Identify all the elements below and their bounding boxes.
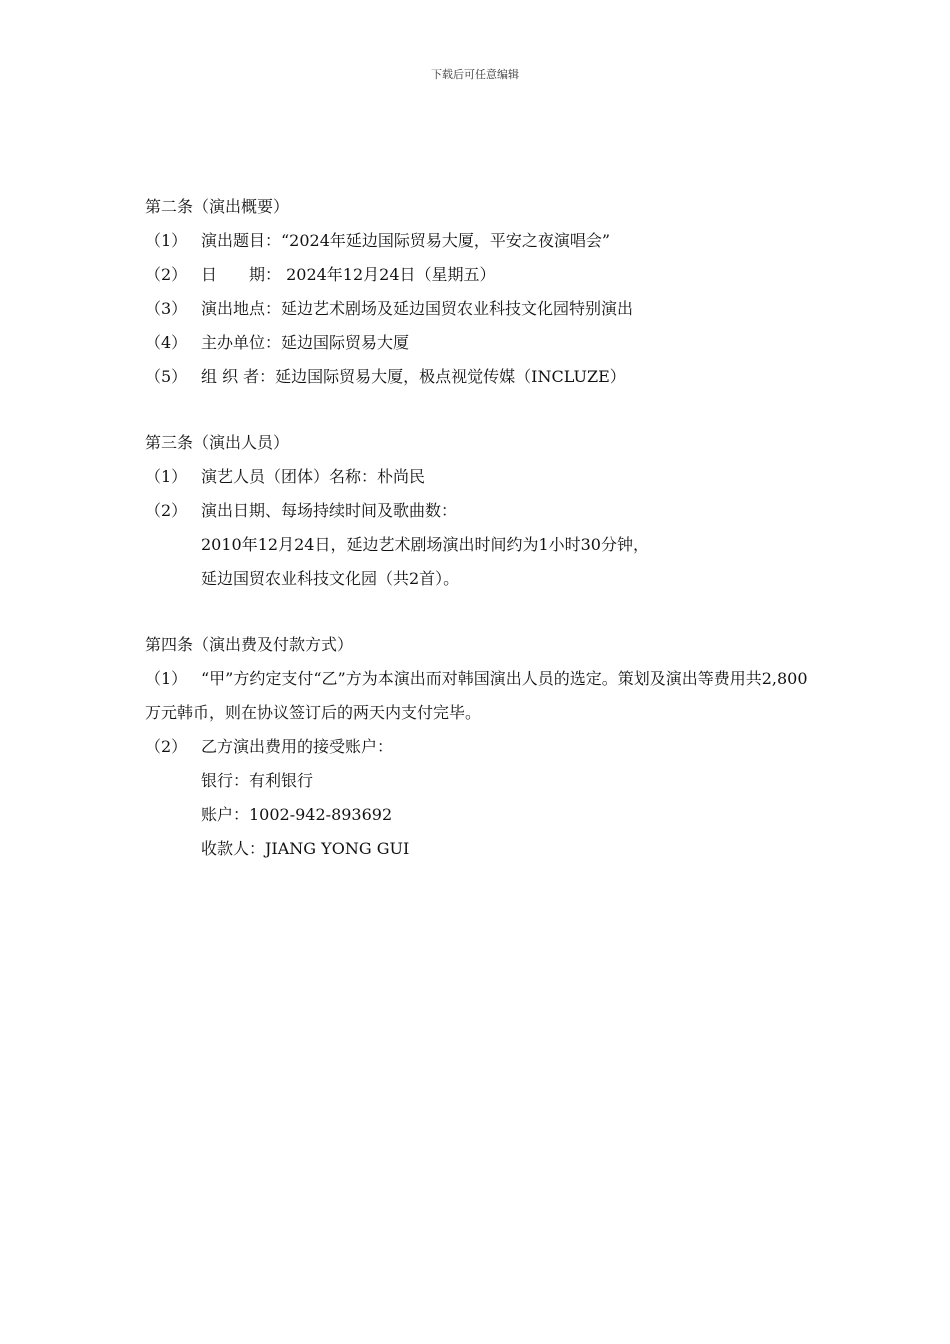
account-payee: 收款人：JIANG YONG GUI (201, 839, 410, 858)
list-item (145, 224, 815, 258)
document-body (145, 190, 815, 898)
item-text: 主办单位：延边国际贸易大厦 (201, 333, 410, 352)
schedule-line: 2010年12月24日，延边艺术剧场演出时间约为1小时30分钟， (201, 535, 649, 554)
section-title: 第四条（演出费及付款方式） (145, 635, 354, 654)
item-number: （2） (145, 501, 188, 520)
list-item (145, 360, 815, 394)
list-item (145, 662, 815, 730)
list-item (145, 326, 815, 360)
list-item (145, 730, 815, 764)
header-note: 下载后可任意编辑 (431, 68, 519, 81)
item-text: 日 期： 2024年12月24日（星期五） (201, 265, 496, 284)
account-bank: 银行：有利银行 (201, 771, 314, 790)
item-text: 演出题目：“2024年延边国际贸易大厦，平安之夜演唱会” (201, 231, 611, 250)
section-performers (145, 426, 815, 596)
item-text: 演艺人员（团体）名称：朴尚民 (201, 467, 426, 486)
item-text: 演出日期、每场持续时间及歌曲数： (201, 501, 458, 520)
item-text: 演出地点：延边艺术剧场及延边国贸农业科技文化园特别演出 (201, 299, 634, 318)
item-text: “甲”方约定支付“乙”方为本演出而对韩国演出人员的选定。策划及演出等费用共2,800万元韩币，则在协议签订后的两天内支付完毕。 (145, 669, 808, 722)
list-item (145, 292, 815, 326)
list-item (145, 258, 815, 292)
item-number: （5） (145, 367, 188, 386)
item-text: 乙方演出费用的接受账户： (201, 737, 394, 756)
item-number: （1） (145, 669, 188, 688)
section-fee-payment (145, 628, 815, 866)
list-item (145, 494, 815, 528)
schedule-line: 延边国贸农业科技文化园（共2首）。 (201, 569, 460, 588)
list-item (145, 460, 815, 494)
section-title: 第二条（演出概要） (145, 197, 290, 216)
item-number: （3） (145, 299, 188, 318)
item-number: （2） (145, 265, 188, 284)
account-number: 账户：1002-942-893692 (201, 805, 393, 824)
item-number: （4） (145, 333, 188, 352)
item-text: 组 织 者：延边国际贸易大厦，极点视觉传媒（INCLUZE） (201, 367, 626, 386)
section-title: 第三条（演出人员） (145, 433, 290, 452)
section-performance-overview (145, 190, 815, 394)
item-number: （1） (145, 231, 188, 250)
item-number: （2） (145, 737, 188, 756)
item-number: （1） (145, 467, 188, 486)
